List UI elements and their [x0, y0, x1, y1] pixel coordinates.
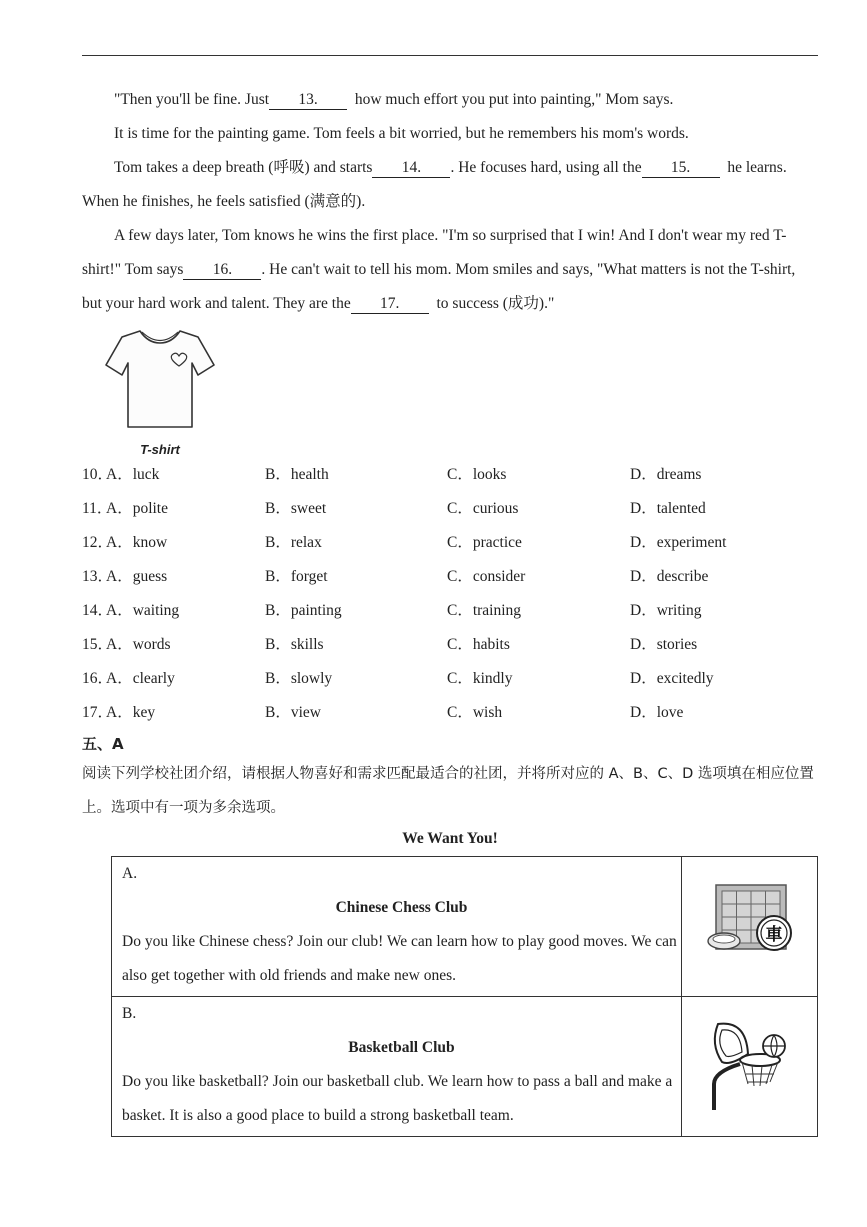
option-b: B．skills	[265, 636, 324, 653]
question-row	[82, 662, 818, 696]
option-c: C．wish	[447, 704, 503, 721]
question-row	[82, 560, 818, 594]
club-image-cell	[682, 857, 818, 997]
club-name: Chinese Chess Club	[335, 899, 468, 916]
club-description: Do you like Chinese chess? Join our club! We can learn how to play good moves. We can also get together with old friends and make new ones.	[122, 933, 677, 984]
club-row	[112, 857, 818, 997]
option-c: C．practice	[447, 534, 522, 551]
option-b: B．relax	[265, 534, 322, 551]
option-b: B．painting	[265, 602, 342, 619]
question-number: 15．	[82, 636, 114, 653]
question-row	[82, 594, 818, 628]
option-a: A．polite	[106, 500, 168, 517]
option-d: D．talented	[630, 500, 706, 517]
option-b: B．health	[265, 466, 329, 483]
club-description: Do you like basketball? Join our basketball club. We learn how to pass a ball and make a basket. It is also a good place to build a strong basketball team.	[122, 1073, 673, 1124]
question-row	[82, 696, 818, 730]
passage	[82, 83, 818, 321]
option-c: C．training	[447, 602, 522, 619]
option-d: D．love	[630, 704, 684, 721]
basketball-hoop-icon	[700, 1014, 800, 1114]
club-text-cell	[112, 997, 682, 1137]
question-number: 13．	[82, 568, 114, 585]
club-letter: A.	[122, 865, 138, 882]
option-d: D．excitedly	[630, 670, 714, 687]
option-d: D．stories	[630, 636, 698, 653]
option-d: D．describe	[630, 568, 709, 585]
tshirt-figure	[100, 325, 220, 457]
passage-paragraph-4: A few days later, Tom knows he wins the first place. "I'm so surprised that I win! And I don't wear my red T-shirt!" Tom says 16. . He can't wait to tell his mom. Mom smiles and says, "What matters is not the T-shirt, but your hard work and talent. They are the 17. to success (成功)."	[82, 227, 796, 312]
option-b: B．forget	[265, 568, 328, 585]
passage-paragraph-3: Tom takes a deep breath (呼吸) and starts 14. . He focuses hard, using all the 15. he learns. When he finishes, he feels satisfied (满意的).	[82, 159, 787, 210]
option-a: A．words	[106, 636, 171, 653]
option-a: A．guess	[106, 568, 168, 585]
question-number: 14．	[82, 602, 114, 619]
question-number: 11．	[82, 500, 113, 517]
question-number: 12．	[82, 534, 114, 551]
passage-paragraph-1: "Then you'll be fine. Just 13. how much effort you put into painting," Mom says.	[114, 91, 674, 108]
header-rule	[82, 55, 818, 56]
blank-14: 14.	[372, 159, 450, 178]
option-b: B．sweet	[265, 500, 327, 517]
blank-13: 13.	[269, 91, 347, 110]
blank-16: 16.	[183, 261, 261, 280]
option-c: C．kindly	[447, 670, 513, 687]
question-options	[82, 458, 818, 730]
chinese-chess-icon	[702, 881, 798, 967]
tshirt-icon	[100, 325, 220, 433]
question-row	[82, 628, 818, 662]
question-row	[82, 492, 818, 526]
club-name: Basketball Club	[348, 1039, 455, 1056]
question-row	[82, 458, 818, 492]
option-a: A．clearly	[106, 670, 175, 687]
question-number: 10．	[82, 466, 114, 483]
blank-15: 15.	[642, 159, 720, 178]
clubs-heading: We Want You!	[402, 830, 498, 847]
question-row	[82, 526, 818, 560]
option-a: A．know	[106, 534, 168, 551]
passage-paragraph-2: It is time for the painting game. Tom feels a bit worried, but he remembers his mom's words.	[114, 125, 689, 142]
option-a: A．waiting	[106, 602, 180, 619]
question-number: 17．	[82, 704, 114, 721]
question-number: 16．	[82, 670, 114, 687]
club-letter: B.	[122, 1005, 137, 1022]
option-c: C．habits	[447, 636, 510, 653]
chess-piece-char: 車	[765, 925, 782, 945]
section-title: 五、A	[82, 735, 124, 753]
option-d: D．dreams	[630, 466, 702, 483]
option-a: A．luck	[106, 466, 160, 483]
option-c: C．curious	[447, 500, 519, 517]
option-b: B．view	[265, 704, 321, 721]
option-b: B．slowly	[265, 670, 333, 687]
option-a: A．key	[106, 704, 156, 721]
section-instructions: 阅读下列学校社团介绍，请根据人物喜好和需求匹配最适合的社团，并将所对应的 A、B、C、D 选项填在相应位置上。选项中有一项为多余选项。	[82, 766, 814, 816]
tshirt-caption: T-shirt	[140, 442, 180, 457]
club-text-cell	[112, 857, 682, 997]
option-d: D．writing	[630, 602, 702, 619]
option-d: D．experiment	[630, 534, 727, 551]
blank-17: 17.	[351, 295, 429, 314]
clubs-table	[111, 856, 818, 1137]
option-c: C．looks	[447, 466, 507, 483]
option-c: C．consider	[447, 568, 526, 585]
club-image-cell	[682, 997, 818, 1137]
club-row	[112, 997, 818, 1137]
